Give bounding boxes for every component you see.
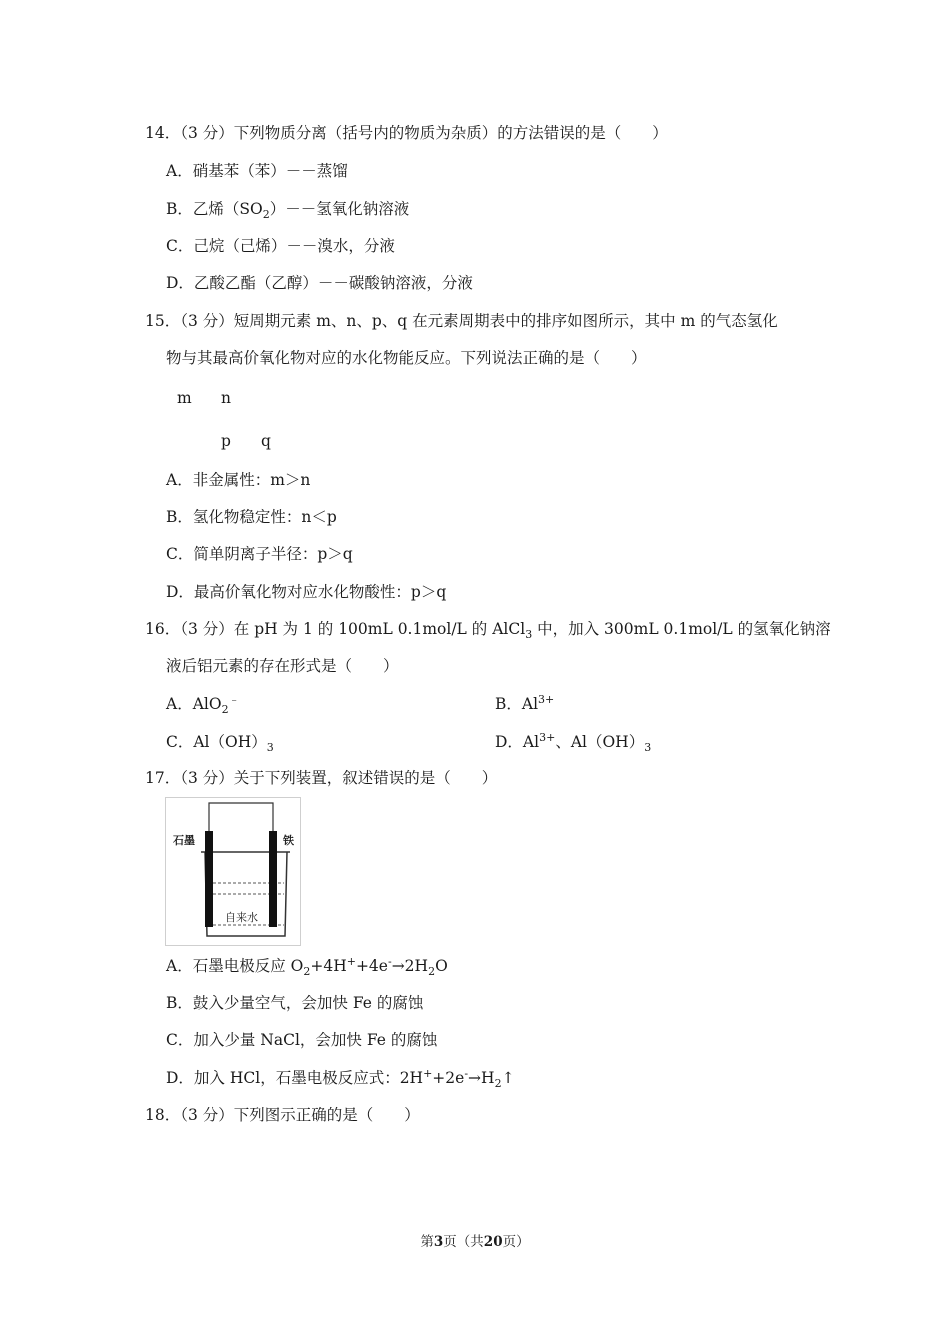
- q15-stem-line2: 物与其最高价氧化物对应的水化物能反应。下列说法正确的是（ ）: [166, 349, 647, 367]
- element-m: m: [177, 389, 192, 407]
- q17-option-d: D．加入 HCl，石墨电极反应式：$2H^++2e^-\to H_2↑$: [166, 1067, 515, 1090]
- q14-option-c: C．己烷（己烯）－－溴水，分液: [166, 237, 395, 255]
- page-total: 20: [483, 1234, 503, 1250]
- q14-option-a: A．硝基苯（苯）－－蒸馏: [166, 162, 348, 180]
- apparatus-diagram: [165, 797, 301, 946]
- q14-option-b: B．乙烯$(SO_2)--$氢氧化钠溶液: [166, 200, 410, 221]
- q15-stem-line1: 15．（3 分）短周期元素 m、n、p、q 在元素周期表中的排序如图所示，其中 m 的气态氢化: [145, 312, 778, 330]
- q17-option-c: C．加入少量 NaCl，会加快 Fe 的腐蚀: [166, 1031, 438, 1049]
- q15-option-a: A．非金属性：m＞n: [166, 471, 311, 489]
- q14-stem: 14．（3 分）下列物质分离（括号内的物质为杂质）的方法错误的是（ ）: [145, 124, 668, 142]
- page-number: 3: [433, 1234, 444, 1250]
- iron-electrode: [269, 831, 277, 927]
- q16-option-d: D．$Al^{3+}$、$Al(OH)_3$: [495, 731, 652, 754]
- graphite-label: 石墨: [173, 834, 195, 847]
- graphite-electrode: [205, 831, 213, 927]
- q18-stem: 18．（3 分）下列图示正确的是（ ）: [145, 1106, 420, 1124]
- q16-stem-line1: 16．（3 分）在 pH 为 1 的 100mL 0.1mol/L 的 AlCl$_3$ 中，加入 300mL 0.1mol/L 的氢氧化钠溶: [145, 620, 831, 641]
- q17-option-a: A．石墨电极反应 $O_2+4H^++4e^-\to 2H_2O$: [166, 955, 448, 978]
- tap-water-label: 自来水: [225, 911, 258, 924]
- q16-option-c: C．$Al(OH)_3$: [166, 733, 274, 754]
- q16-option-a: A．AlO$_2$﹣: [166, 693, 240, 716]
- element-q: q: [261, 432, 271, 450]
- q15-option-d: D．最高价氧化物对应水化物酸性：p＞q: [166, 583, 447, 601]
- q16-stem-line2: 液后铝元素的存在形式是（ ）: [166, 657, 399, 675]
- q15-option-c: C．简单阴离子半径：p＞q: [166, 545, 353, 563]
- q14-option-d: D．乙酸乙酯（乙醇）－－碳酸钠溶液，分液: [166, 274, 473, 292]
- iron-label: 铁: [283, 834, 294, 847]
- element-n: n: [221, 389, 231, 407]
- page-footer: 第3页（共20页）: [420, 1234, 530, 1250]
- q16-option-b: B．$Al^{3+}$: [495, 693, 555, 713]
- q17-option-b: B．鼓入少量空气，会加快 Fe 的腐蚀: [166, 994, 424, 1012]
- element-p: p: [221, 432, 231, 450]
- electrochemistry-apparatus-figure: [165, 797, 301, 946]
- q17-stem: 17．（3 分）关于下列装置，叙述错误的是（ ）: [145, 769, 498, 787]
- q15-option-b: B．氢化物稳定性：n＜p: [166, 508, 337, 526]
